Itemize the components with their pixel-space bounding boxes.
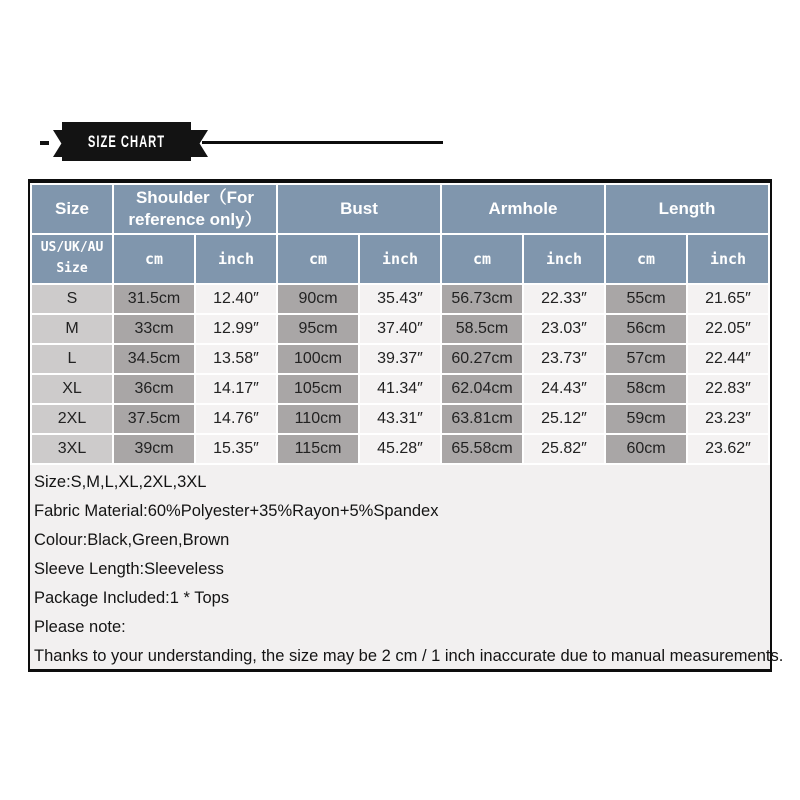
chart-box — [28, 179, 784, 672]
note-package-included: Package Included:1 * Tops — [34, 589, 230, 607]
table-row-xl — [32, 375, 768, 403]
value-cell: 12.40″ — [196, 285, 276, 313]
col-subheader-inch: inch — [688, 235, 768, 283]
value-cell: 22.05″ — [688, 315, 768, 343]
value-cell: 63.81cm — [442, 405, 522, 433]
table-row-m — [32, 315, 768, 343]
col-subheader-inch: inch — [196, 235, 276, 283]
col-subheader-cm: cm — [606, 235, 686, 283]
ribbon-rule-line — [202, 141, 443, 144]
value-cell: 60.27cm — [442, 345, 522, 373]
col-subheader-cm: cm — [114, 235, 194, 283]
value-cell: 25.12″ — [524, 405, 604, 433]
note-colour: Colour:Black,Green,Brown — [34, 531, 230, 549]
value-cell: 25.82″ — [524, 435, 604, 463]
value-cell: 56.73cm — [442, 285, 522, 313]
table-row-s — [32, 285, 768, 313]
col-subheader-cm: cm — [278, 235, 358, 283]
size-cell: L — [32, 345, 112, 373]
value-cell: 41.34″ — [360, 375, 440, 403]
value-cell: 110cm — [278, 405, 358, 433]
col-header-size: Size — [32, 185, 112, 233]
value-cell: 95cm — [278, 315, 358, 343]
size-cell: S — [32, 285, 112, 313]
value-cell: 55cm — [606, 285, 686, 313]
value-cell: 39.37″ — [360, 345, 440, 373]
value-cell: 39cm — [114, 435, 194, 463]
value-cell: 23.62″ — [688, 435, 768, 463]
value-cell: 12.99″ — [196, 315, 276, 343]
table-row-2xl — [32, 405, 768, 433]
value-cell: 14.17″ — [196, 375, 276, 403]
ribbon-dash — [40, 141, 49, 145]
value-cell: 33cm — [114, 315, 194, 343]
col-header-length: Length — [606, 185, 768, 233]
col-subheader-inch: inch — [524, 235, 604, 283]
size-cell: XL — [32, 375, 112, 403]
value-cell: 21.65″ — [688, 285, 768, 313]
value-cell: 59cm — [606, 405, 686, 433]
col-header-shoulder: Shoulder（For reference only） — [114, 185, 276, 233]
value-cell: 58cm — [606, 375, 686, 403]
value-cell: 58.5cm — [442, 315, 522, 343]
value-cell: 23.73″ — [524, 345, 604, 373]
value-cell: 60cm — [606, 435, 686, 463]
value-cell: 23.23″ — [688, 405, 768, 433]
size-table — [30, 183, 770, 465]
note-fabric-material: Fabric Material:60%Polyester+35%Rayon+5%Spandex — [34, 502, 439, 520]
size-cell: 2XL — [32, 405, 112, 433]
note-sleeve-length: Sleeve Length:Sleeveless — [34, 560, 224, 578]
header-group-row — [32, 185, 768, 233]
value-cell: 22.33″ — [524, 285, 604, 313]
size-cell: 3XL — [32, 435, 112, 463]
value-cell: 13.58″ — [196, 345, 276, 373]
product-notes — [30, 465, 784, 671]
value-cell: 22.44″ — [688, 345, 768, 373]
table-row-3xl — [32, 435, 768, 463]
value-cell: 37.40″ — [360, 315, 440, 343]
value-cell: 37.5cm — [114, 405, 194, 433]
col-subheader-cm: cm — [442, 235, 522, 283]
value-cell: 90cm — [278, 285, 358, 313]
value-cell: 34.5cm — [114, 345, 194, 373]
value-cell: 56cm — [606, 315, 686, 343]
note-size-list: Size:S,M,L,XL,2XL,3XL — [34, 473, 207, 491]
value-cell: 36cm — [114, 375, 194, 403]
value-cell: 22.83″ — [688, 375, 768, 403]
value-cell: 31.5cm — [114, 285, 194, 313]
value-cell: 100cm — [278, 345, 358, 373]
header-unit-row — [32, 235, 768, 283]
value-cell: 24.43″ — [524, 375, 604, 403]
value-cell: 23.03″ — [524, 315, 604, 343]
size-table-body — [32, 285, 768, 463]
value-cell: 43.31″ — [360, 405, 440, 433]
value-cell: 57cm — [606, 345, 686, 373]
value-cell: 62.04cm — [442, 375, 522, 403]
table-row-l — [32, 345, 768, 373]
size-cell: M — [32, 315, 112, 343]
value-cell: 105cm — [278, 375, 358, 403]
ribbon-title: SIZE CHART — [87, 131, 166, 151]
value-cell: 15.35″ — [196, 435, 276, 463]
ribbon-banner — [62, 122, 191, 161]
col-subheader-us-uk-au-size: US/UK/AU Size — [32, 235, 112, 283]
col-header-armhole: Armhole — [442, 185, 604, 233]
note-disclaimer: Thanks to your understanding, the size may be 2 cm / 1 inch inaccurate due to manual measurements. — [34, 647, 784, 665]
value-cell: 115cm — [278, 435, 358, 463]
note-please-note: Please note: — [34, 618, 126, 636]
value-cell: 35.43″ — [360, 285, 440, 313]
size-table-header — [32, 185, 768, 283]
col-header-bust: Bust — [278, 185, 440, 233]
value-cell: 65.58cm — [442, 435, 522, 463]
value-cell: 45.28″ — [360, 435, 440, 463]
value-cell: 14.76″ — [196, 405, 276, 433]
col-subheader-inch: inch — [360, 235, 440, 283]
